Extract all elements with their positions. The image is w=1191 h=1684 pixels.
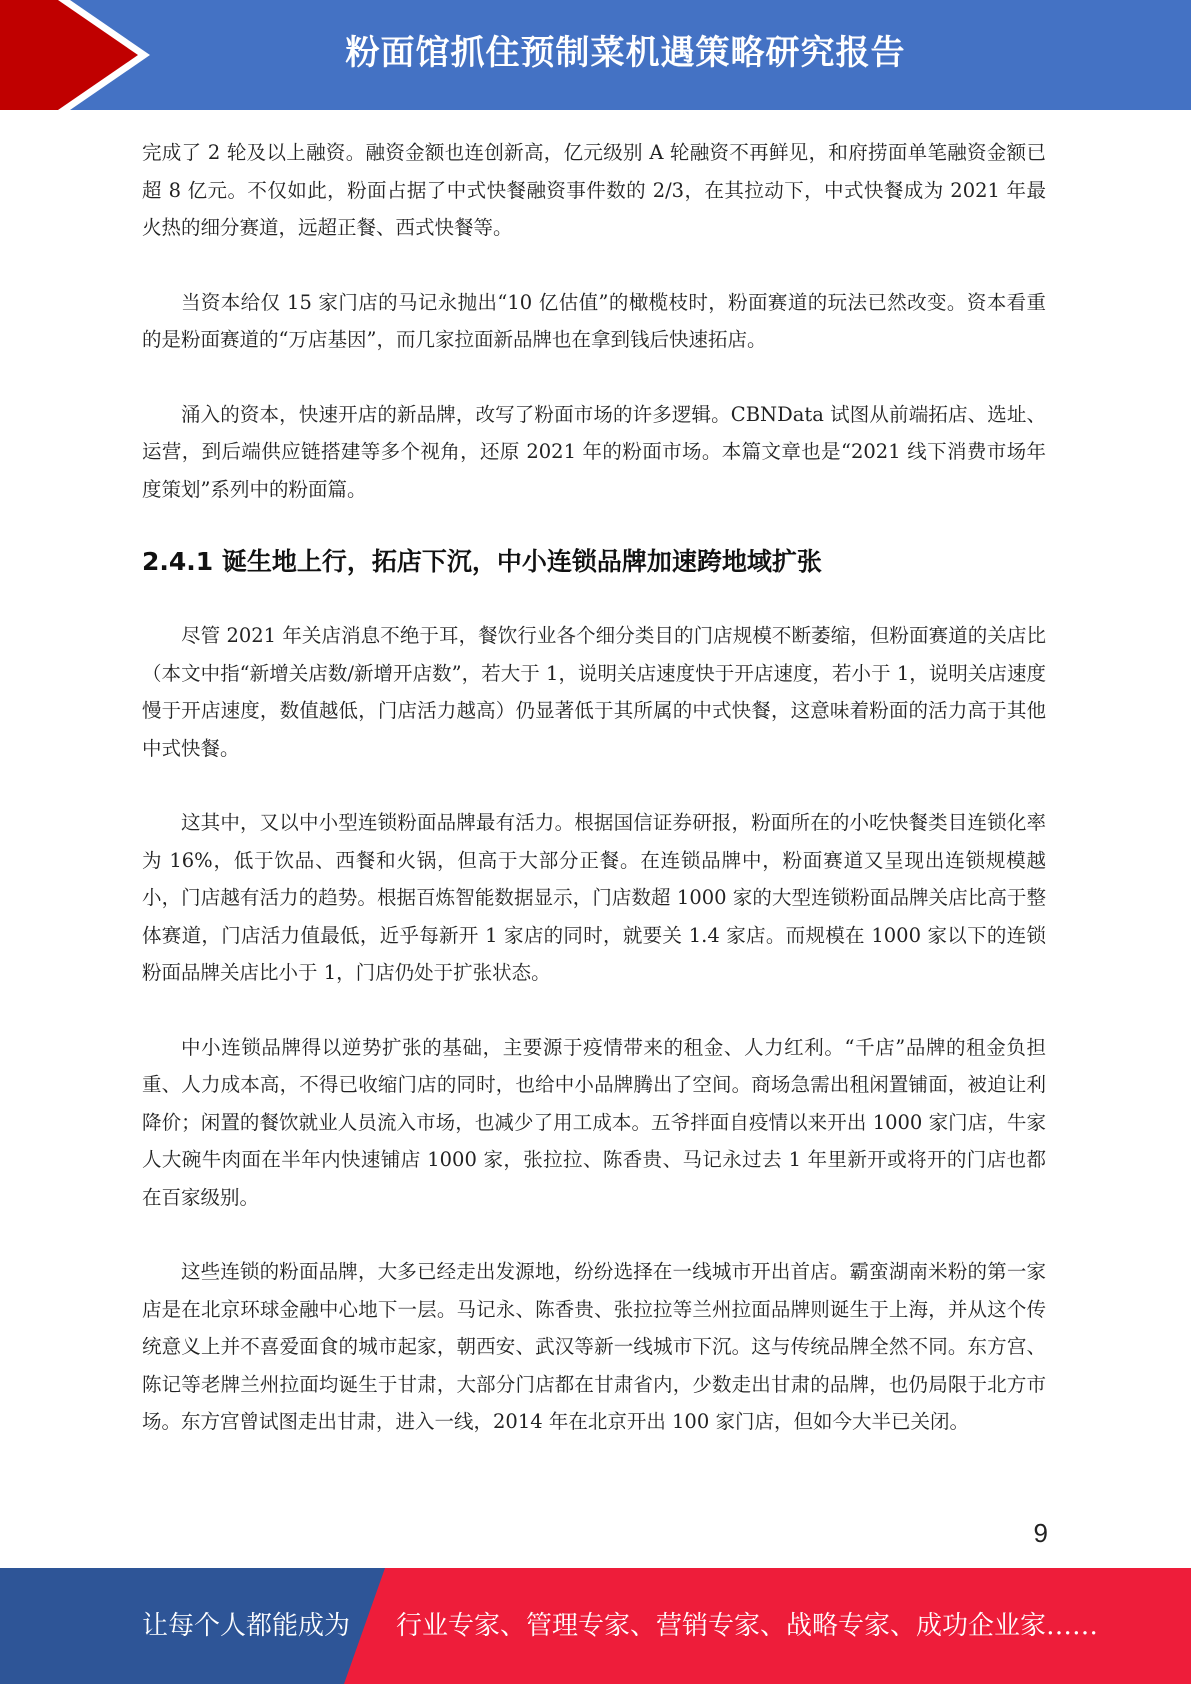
paragraph: 涌入的资本，快速开店的新品牌，改写了粉面市场的许多逻辑。CBNData 试图从前端拓店、选址、运营，到后端供应链搭建等多个视角，还原 2021 年的粉面市场。本篇文章也是“2021 线下消费市场年度策划”系列中的粉面篇。 bbox=[142, 402, 1046, 501]
paragraph: 尽管 2021 年关店消息不绝于耳，餐饮行业各个细分类目的门店规模不断萎缩，但粉面赛道的关店比（本文中指“新增关店数/新增开店数”，若大于 1，说明关店速度快于开店速度，若小于 1，说明关店速度慢于开店速度，数值越低，门店活力越高）仍显著低于其所属的中式快餐，这意味着粉面的活力高于其他中式快餐。 bbox=[142, 624, 1046, 760]
paragraph: 这些连锁的粉面品牌，大多已经走出发源地，纷纷选择在一线城市开出首店。霸蛮湖南米粉的第一家店是在北京环球金融中心地下一层。马记永、陈香贵、张拉拉等兰州拉面品牌则诞生于上海，并从这个传统意义上并不喜爱面食的城市起家，朝西安、武汉等新一线城市下沉。这与传统品牌全然不同。东方宫、陈记等老牌兰州拉面均诞生于甘肃，大部分门店都在甘肃省内，少数走出甘肃的品牌，也仍局限于北方市场。东方宫曾试图走出甘肃，进入一线，2014 年在北京开出 100 家门店，但如今大半已关闭。 bbox=[142, 1260, 1046, 1433]
section-heading: 2.4.1 诞生地上行，拓店下沉，中小连锁品牌加速跨地域扩张 bbox=[142, 547, 822, 576]
red-arrow-decoration bbox=[0, 0, 160, 110]
paragraph: 当资本给仅 15 家门店的马记永抛出“10 亿估值”的橄榄枝时，粉面赛道的玩法已然改变。资本看重的是粉面赛道的“万店基因”，而几家拉面新品牌也在拿到钱后快速拓店。 bbox=[142, 290, 1046, 351]
footer-slogan-left: 让每个人都能成为 bbox=[142, 1611, 351, 1641]
paragraph: 完成了 2 轮及以上融资。融资金额也连创新高，亿元级别 A 轮融资不再鲜见，和府捞面单笔融资金额已超 8 亿元。不仅如此，粉面占据了中式快餐融资事件数的 2/3，在其拉动下，中式快餐成为 2021 年最火热的细分赛道，远超正餐、西式快餐等。 bbox=[142, 141, 1046, 239]
page-number: 9 bbox=[1033, 1518, 1048, 1548]
document-body bbox=[142, 134, 1046, 1478]
footer-slogan-right: 行业专家、管理专家、营销专家、战略专家、成功企业家…… bbox=[396, 1611, 1099, 1641]
report-title: 粉面馆抓住预制菜机遇策略研究报告 bbox=[345, 33, 906, 73]
paragraph: 中小连锁品牌得以逆势扩张的基础，主要源于疫情带来的租金、人力红利。“千店”品牌的租金负担重、人力成本高，不得已收缩门店的同时，也给中小品牌腾出了空间。商场急需出租闲置铺面，被迫让利降价；闲置的餐饮就业人员流入市场，也减少了用工成本。五爷拌面自疫情以来开出 1000 家门店，牛家人大碗牛肉面在半年内快速铺店 1000 家，张拉拉、陈香贵、马记永过去 1 年里新开或将开的门店也都在百家级别。 bbox=[142, 1035, 1046, 1209]
footer-banner bbox=[0, 1568, 1191, 1684]
paragraph: 这其中，又以中小型连锁粉面品牌最有活力。根据国信证券研报，粉面所在的小吃快餐类目连锁化率为 16%，低于饮品、西餐和火锅，但高于大部分正餐。在连锁品牌中，粉面赛道又呈现出连锁规模越小，门店越有活力的趋势。根据百炼智能数据显示，门店数超 1000 家的大型连锁粉面品牌关店比高于整体赛道，门店活力值最低，近乎每新开 1 家店的同时，就要关 1.4 家店。而规模在 1000 家以下的连锁粉面品牌关店比小于 1，门店仍处于扩张状态。 bbox=[142, 811, 1046, 984]
header-banner bbox=[0, 0, 1191, 110]
